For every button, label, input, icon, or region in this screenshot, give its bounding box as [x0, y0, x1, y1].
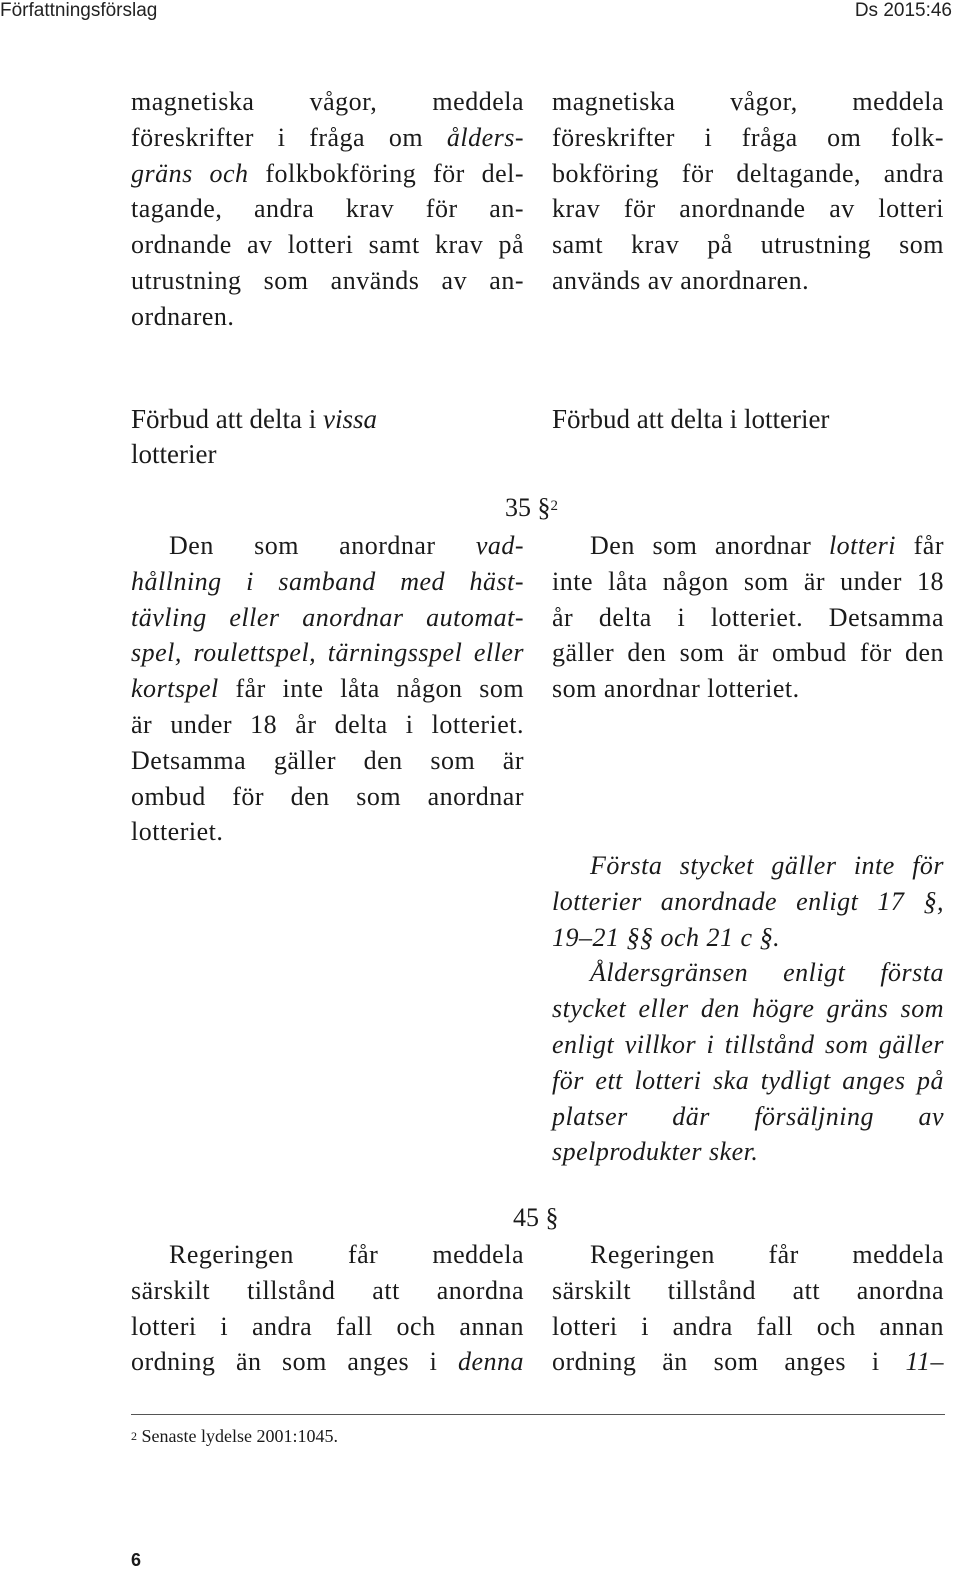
- text-line: särskilt tillstånd att anordna: [552, 1275, 944, 1305]
- section-35-marker: 35 §$^2$: [505, 493, 558, 522]
- text-line: Åldersgränsen enligt första: [590, 958, 945, 988]
- running-header: [0, 0, 960, 24]
- text-line: Första stycket gäller inte för: [590, 851, 945, 880]
- text-line: krav för anordnande av lotteri: [552, 194, 944, 224]
- block1-right-column: [552, 84, 944, 299]
- header-section-title: Författningsförslag: [0, 0, 158, 21]
- text-line: tävling eller anordnar automat-: [131, 602, 525, 632]
- text-line: stycket eller den högre gräns som: [552, 994, 944, 1024]
- text-line: Den som anordnar vad-: [169, 531, 525, 560]
- text-line: kortspel får inte låta någon som: [131, 674, 525, 704]
- text-line: för ett lotteri ska tydligt anges på: [552, 1065, 944, 1095]
- text-line: särskilt tillstånd att anordna: [131, 1275, 524, 1305]
- text-line: samt krav på utrustning som: [552, 230, 944, 260]
- text-line: används av anordnaren.: [552, 265, 810, 295]
- text-line: föreskrifter i fråga om folk-: [552, 122, 944, 152]
- text-line: Regeringen får meddela: [590, 1240, 944, 1269]
- paragraph-symbol: §: [545, 1203, 559, 1232]
- text-line: är under 18 år delta i lotteriet.: [131, 709, 524, 739]
- right-heading: Förbud att delta i lotterier: [552, 404, 830, 434]
- block1-left-column: [131, 84, 524, 335]
- text-line: Den som anordnar lotteri får: [590, 531, 944, 560]
- text-line: utrustning som används av an-: [131, 265, 524, 295]
- footnote-mark: 2: [131, 1429, 137, 1443]
- header-document-id: Ds 2015:46: [854, 0, 952, 21]
- text-line: gäller den som är ombud för den: [552, 638, 944, 668]
- italic-text: ålders-: [446, 122, 525, 152]
- text-line: spelprodukter sker.: [552, 1137, 759, 1167]
- text-line: ordning än som anges i 11–: [552, 1347, 945, 1377]
- footnote: [131, 1425, 338, 1447]
- page-number: 6: [131, 1550, 142, 1570]
- section45-left-column: [131, 1237, 524, 1380]
- text-line: enligt villkor i tillstånd som gäller: [552, 1029, 944, 1059]
- text-line: Regeringen får meddela: [169, 1240, 524, 1269]
- text-line: ordnande av lotteri samt krav på: [131, 230, 524, 260]
- left-heading: Förbud att delta i vissa lotterier: [131, 404, 377, 469]
- text-line: hållning i samband med häst-: [131, 566, 525, 596]
- text-line: föreskrifter i fråga om ålders-: [131, 122, 525, 152]
- text-line: ordnaren.: [131, 301, 235, 331]
- footnote-ref: 2: [550, 498, 558, 514]
- section-45-marker: 45 §: [513, 1203, 559, 1232]
- text-line: ordning än som anges i denna: [131, 1347, 524, 1377]
- text-line: magnetiska vågor, meddela: [552, 87, 944, 116]
- text-line: som anordnar lotteriet.: [552, 674, 800, 704]
- text-line: lotteriet.: [131, 817, 224, 847]
- text-line: gräns och folkbokföring för del-: [131, 158, 525, 188]
- text-line: lotteri i andra fall och annan: [552, 1311, 944, 1341]
- text-line: tagande, andra krav för an-: [131, 194, 524, 224]
- text-line: bokföring för deltagande, andra: [552, 158, 944, 188]
- footnote-text: Senaste lydelse 2001:1045.: [141, 1426, 338, 1446]
- text-line: år delta i lotteriet. Detsamma: [552, 602, 944, 632]
- section35-left-column: [131, 528, 524, 850]
- text-line: lotteri i andra fall och annan: [131, 1311, 524, 1341]
- text-line: 19–21 §§ och 21 c §.: [552, 922, 781, 952]
- text-line: Detsamma gäller den som är: [131, 745, 524, 775]
- section45-right-column: [552, 1237, 944, 1380]
- text-line: magnetiska vågor, meddela: [131, 87, 524, 116]
- paragraph-symbol: §: [537, 493, 551, 522]
- text-line: lotterier anordnade enligt 17 §,: [552, 886, 944, 916]
- text-line: spel, roulettspel, tärningsspel eller: [131, 638, 525, 668]
- section35-added-text: [552, 848, 944, 1170]
- footnote-rule: [131, 1414, 945, 1415]
- section35-right-column: [552, 528, 944, 707]
- text-line: inte låta någon som är under 18: [552, 566, 944, 596]
- text-line: platser där försäljning av: [552, 1101, 944, 1131]
- text-line: ombud för den som anordnar: [131, 781, 524, 811]
